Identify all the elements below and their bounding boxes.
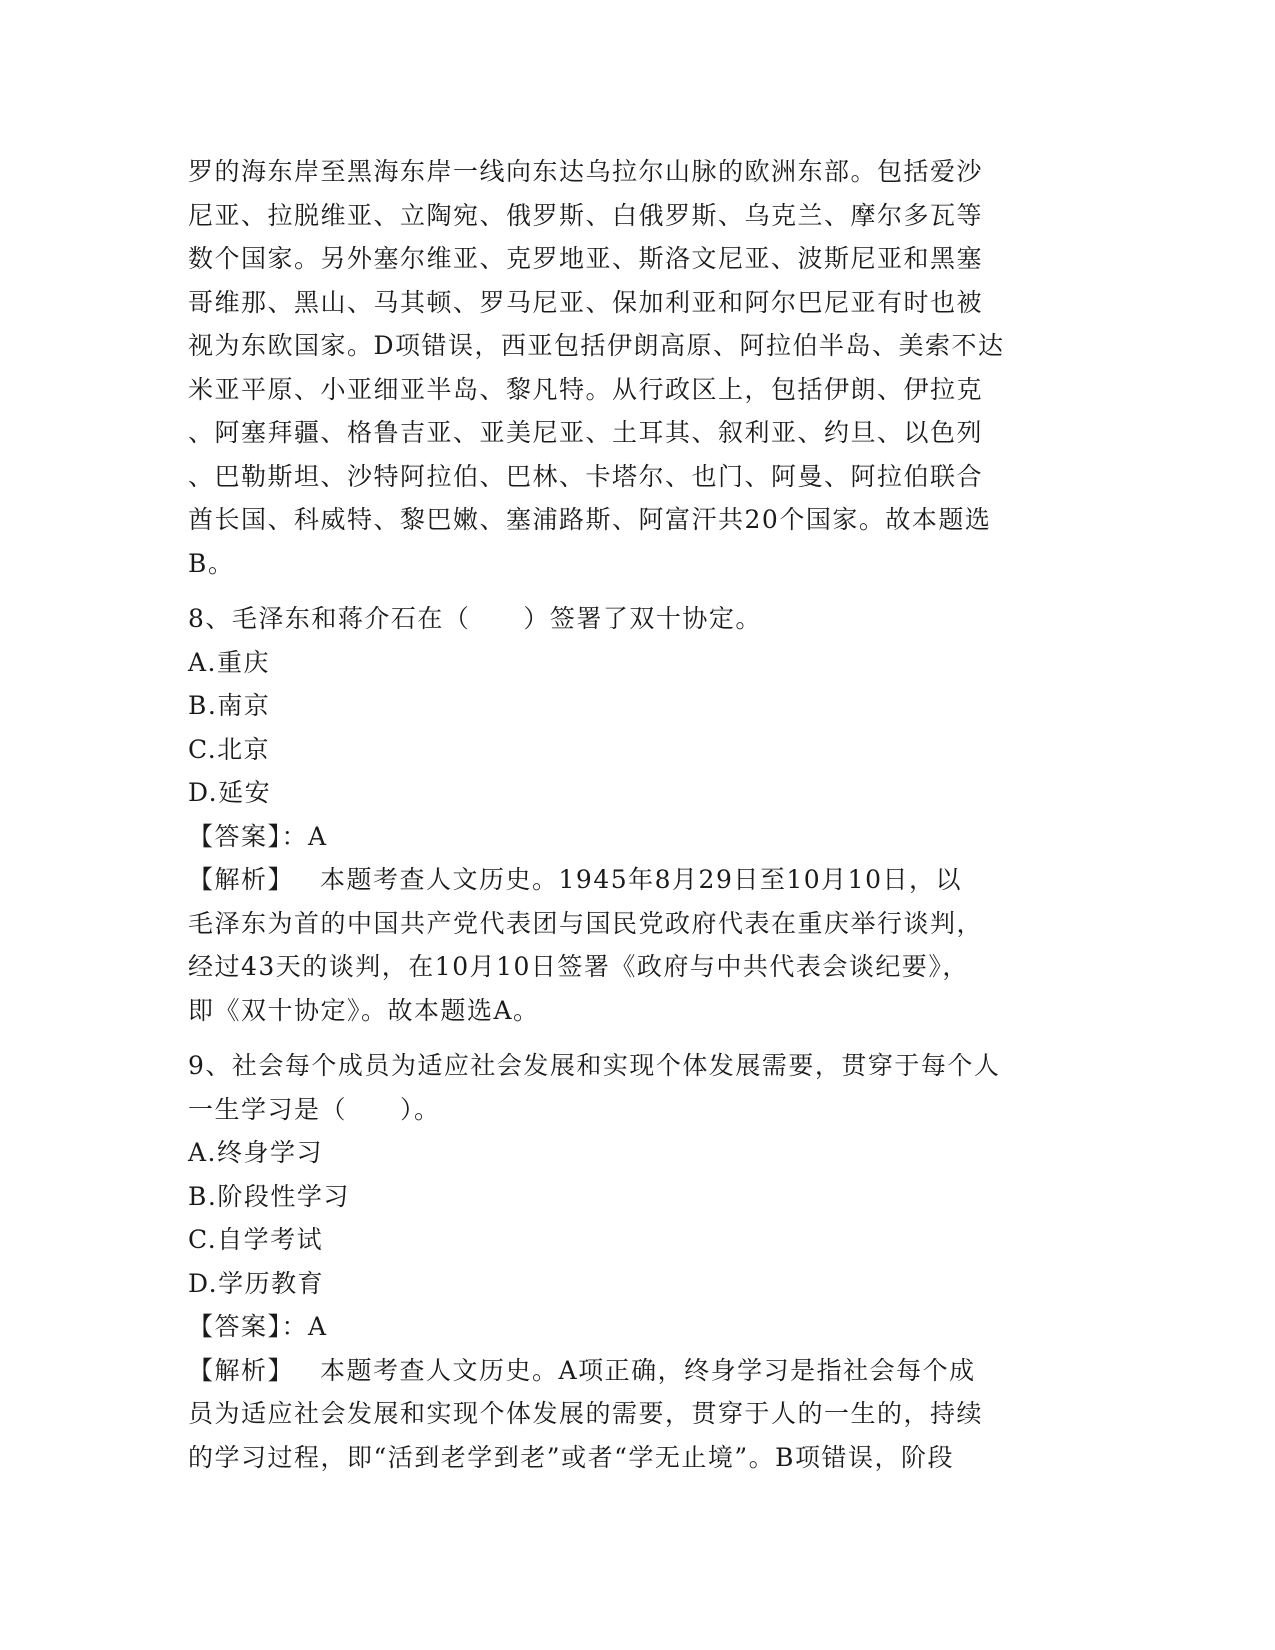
answer-value: A xyxy=(308,821,328,851)
question-9 xyxy=(188,1044,1088,1479)
explanation-label: 【解析】 xyxy=(188,865,295,894)
option-c: C.自学考试 xyxy=(188,1225,324,1254)
paragraph-line: 数个国家。另外塞尔维亚、克罗地亚、斯洛文尼亚、波斯尼亚和黑塞 xyxy=(188,244,984,273)
paragraph-line: 哥维那、黑山、马其顿、罗马尼亚、保加利亚和阿尔巴尼亚有时也被 xyxy=(188,287,984,317)
question-stem: 8、毛泽东和蒋介石在（ ）签署了双十协定。 xyxy=(188,604,762,633)
option-a: A.终身学习 xyxy=(188,1138,324,1167)
explanation-line xyxy=(188,1349,1088,1393)
explanation-text: 本题考查人文历史。1945年8月29日至10月10日，以 xyxy=(320,865,962,894)
paragraph-line: 米亚平原、小亚细亚半岛、黎凡特。从行政区上，包括伊朗、伊拉克 xyxy=(188,374,984,404)
spacer xyxy=(188,1032,1088,1044)
answer-label: 【答案】： xyxy=(188,821,309,851)
option-d: D.学历教育 xyxy=(188,1268,325,1298)
answer-line xyxy=(188,1305,1088,1349)
explanation-line: 毛泽东为首的中国共产党代表团与国民党政府代表在重庆举行谈判， xyxy=(188,908,984,938)
question-stem: 一生学习是（ ）。 xyxy=(188,1094,441,1124)
option-a: A.重庆 xyxy=(188,647,271,677)
paragraph-line: 尼亚、拉脱维亚、立陶宛、俄罗斯、白俄罗斯、乌克兰、摩尔多瓦等 xyxy=(188,200,984,230)
paragraph-line: 、巴勒斯坦、沙特阿拉伯、巴林、卡塔尔、也门、阿曼、阿拉伯联合 xyxy=(188,461,984,491)
question-8 xyxy=(188,597,1088,1032)
page-content xyxy=(188,150,1088,1479)
answer-label: 【答案】： xyxy=(188,1312,309,1341)
option-b: B.阶段性学习 xyxy=(188,1181,350,1211)
q7-explanation-continuation xyxy=(188,150,1088,585)
explanation-line xyxy=(188,858,1088,902)
option-c: C.北京 xyxy=(188,734,271,764)
paragraph-line: 罗的海东岸至黑海东岸一线向东达乌拉尔山脉的欧洲东部。包括爱沙 xyxy=(188,157,984,186)
explanation-label: 【解析】 xyxy=(188,1355,295,1385)
explanation-text: 本题考查人文历史。A项正确，终身学习是指社会每个成 xyxy=(320,1355,976,1385)
explanation-line: 经过43天的谈判，在10月10日签署《政府与中共代表会谈纪要》， xyxy=(188,952,969,981)
paragraph-line: 、阿塞拜疆、格鲁吉亚、亚美尼亚、土耳其、叙利亚、约旦、以色列 xyxy=(188,418,984,447)
explanation-line: 的学习过程，即“活到老学到老”或者“学无止境”。B项错误，阶段 xyxy=(188,1442,954,1472)
question-stem: 9、社会每个成员为适应社会发展和实现个体发展需要，贯穿于每个人 xyxy=(188,1051,1001,1080)
answer-value: A xyxy=(308,1312,328,1341)
explanation-line: 即《双十协定》。故本题选A。 xyxy=(188,995,540,1025)
option-d: D.延安 xyxy=(188,778,272,807)
paragraph-line: 酋长国、科威特、黎巴嫩、塞浦路斯、阿富汗共20个国家。故本题选 xyxy=(188,505,992,534)
paragraph-line: B。 xyxy=(188,548,235,578)
explanation-line: 员为适应社会发展和实现个体发展的需要，贯穿于人的一生的，持续 xyxy=(188,1399,984,1428)
paragraph-line: 视为东欧国家。D项错误，西亚包括伊朗高原、阿拉伯半岛、美索不达 xyxy=(188,331,1005,360)
spacer xyxy=(188,585,1088,597)
option-b: B.南京 xyxy=(188,691,271,720)
answer-line xyxy=(188,815,1088,859)
